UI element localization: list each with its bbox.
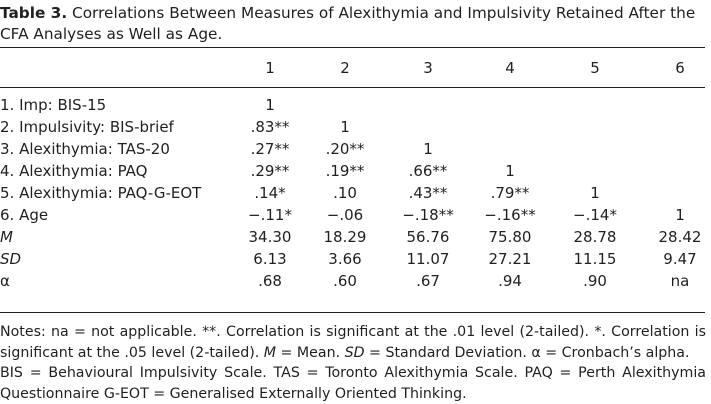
table-cell: .14*	[254, 184, 286, 202]
row-label: 4. Alexithymia: PAQ	[0, 162, 148, 180]
row-label: 1. Imp: BIS-15	[0, 96, 107, 114]
top-rule	[0, 47, 705, 48]
table-cell: .83**	[250, 118, 290, 136]
table-cell: 28.42	[658, 228, 702, 246]
column-header-3: 3	[423, 59, 433, 77]
table-cell: .79**	[490, 184, 530, 202]
table-cell: −.11*	[248, 206, 292, 224]
table-cell: 11.07	[406, 250, 450, 268]
table-cell: 1	[423, 140, 433, 158]
table-cell: −.18**	[402, 206, 454, 224]
table-cell: 18.29	[323, 228, 367, 246]
table-cell: .60	[333, 272, 357, 290]
table-cell: .68	[258, 272, 282, 290]
notes-sd-definition: = Standard Deviation. α = Cronbach’s alpha.	[364, 344, 690, 361]
table-cell: .27**	[250, 140, 290, 158]
table-cell: .66**	[408, 162, 448, 180]
table-title: Correlations Between Measures of Alexithymia and Impulsivity Retained After the CFA Analyses as Well as Age.	[0, 4, 696, 43]
table-cell: 1	[265, 96, 275, 114]
table-cell: 3.66	[328, 250, 362, 268]
table-cell: na	[670, 272, 690, 290]
table-cell: 6.13	[253, 250, 287, 268]
table-cell: 75.80	[488, 228, 532, 246]
notes-abbreviations: BIS = Behavioural Impulsivity Scale. TAS = Toronto Alexithymia Scale. PAQ = Perth Alexithymia Questionnaire G-EOT = Generalised Externally Oriented Thinking.	[0, 365, 706, 402]
table-cell: 34.30	[248, 228, 292, 246]
table-cell: .19**	[325, 162, 365, 180]
table-cell: 1	[675, 206, 685, 224]
notes-lead: Notes: na = not applicable. **. Correlation is significant at the .01 level (2-tailed). *. Correlation is significant at the .05 level (2-tailed).	[0, 324, 706, 361]
table-cell: .90	[583, 272, 607, 290]
table-notes	[0, 322, 706, 404]
table-cell: 1	[340, 118, 350, 136]
table-cell: 1	[505, 162, 515, 180]
column-header-6: 6	[675, 59, 685, 77]
row-label: 2. Impulsivity: BIS-brief	[0, 118, 174, 136]
table-caption	[0, 3, 705, 45]
table-cell: 1	[590, 184, 600, 202]
header-rule	[0, 87, 705, 88]
table-cell: 28.78	[573, 228, 617, 246]
column-header-2: 2	[340, 59, 350, 77]
bottom-rule	[0, 312, 705, 313]
table-cell: .43**	[408, 184, 448, 202]
table-cell: 27.21	[488, 250, 532, 268]
column-header-5: 5	[590, 59, 600, 77]
table-cell: 9.47	[663, 250, 697, 268]
row-label: 6. Age	[0, 206, 49, 224]
notes-paragraph	[0, 322, 706, 363]
column-header-1: 1	[265, 59, 275, 77]
row-label: 3. Alexithymia: TAS-20	[0, 140, 170, 158]
notes-m-definition: = Mean.	[276, 344, 345, 361]
table-cell: −.16**	[484, 206, 536, 224]
table-cell: .67	[416, 272, 440, 290]
row-label: M	[0, 228, 13, 246]
table-cell: .94	[498, 272, 522, 290]
row-label: SD	[0, 250, 22, 268]
table-cell: 11.15	[573, 250, 617, 268]
table-cell: .20**	[325, 140, 365, 158]
table-cell: .10	[333, 184, 357, 202]
row-label: 5. Alexithymia: PAQ-G-EOT	[0, 184, 202, 202]
notes-m-symbol: M	[263, 344, 277, 361]
table-label: Table 3.	[0, 4, 68, 22]
table-cell: −.14*	[573, 206, 617, 224]
table-cell: −.06	[326, 206, 364, 224]
row-label: α	[0, 272, 10, 290]
table-cell: .29**	[250, 162, 290, 180]
table-cell: 56.76	[406, 228, 450, 246]
column-header-4: 4	[505, 59, 515, 77]
notes-sd-symbol: SD	[344, 344, 365, 361]
